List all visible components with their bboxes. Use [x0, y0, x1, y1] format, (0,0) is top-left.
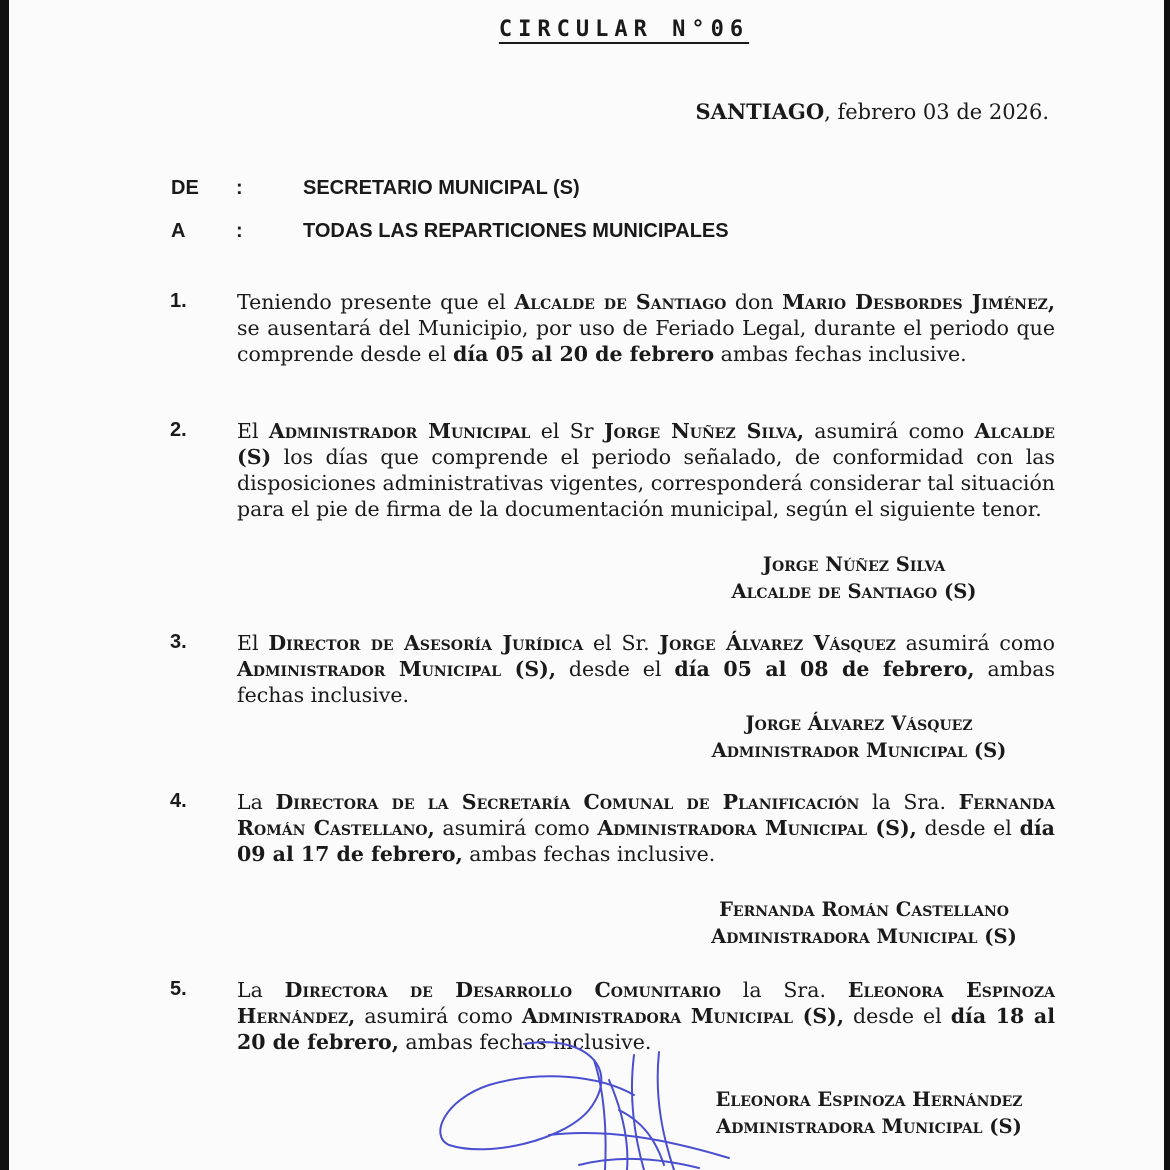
item-5-signature-title: Administradora Municipal (S)	[716, 1115, 1022, 1138]
item-3-signature-title: Administrador Municipal (S)	[711, 739, 1007, 762]
item-4-signature-title: Administradora Municipal (S)	[711, 925, 1017, 948]
item-4-paragraph: La Directora de la Secretaría Comunal de Planificación la Sra. Fernanda Román Castellano, asumirá como Administradora Municipal (S), desde el día 09 al 17 de febrero, ambas fechas inclusive.	[237, 790, 1055, 866]
from-value: SECRETARIO MUNICIPAL (S)	[303, 177, 580, 199]
item-1-paragraph: Teniendo presente que el Alcalde de Santiago don Mario Desbordes Jiménez, se ausentará del Municipio, por uso de Feriado Legal, durante el periodo que comprende desde el día 05 al 20 de febrero ambas fechas inclusive.	[237, 290, 1055, 366]
item-2-signature-block	[659, 551, 1049, 605]
document-date	[695, 99, 1049, 124]
date-city: SANTIAGO	[695, 99, 825, 124]
item-5-paragraph: La Directora de Desarrollo Comunitario la Sra. Eleonora Espinoza Hernández, asumirá como Administradora Municipal (S), desde el día 18 al 20 de febrero, ambas fechas inclusive.	[237, 978, 1055, 1054]
item-2-number: 2.	[170, 419, 187, 441]
item-2-signature-name: Jorge Núñez Silva	[762, 553, 946, 576]
item-3-signature-block	[664, 710, 1054, 764]
item-3-number: 3.	[170, 631, 187, 653]
item-4-number: 4.	[170, 790, 187, 812]
item-3-signature-name: Jorge Álvarez Vásquez	[745, 712, 973, 735]
date-text: , febrero 03 de 2026.	[824, 100, 1049, 124]
to-value: TODAS LAS REPARTICIONES MUNICIPALES	[303, 220, 729, 242]
item-5-number: 5.	[170, 978, 187, 1000]
item-4-signature-block	[669, 896, 1059, 950]
scan-border-left	[0, 0, 9, 1170]
item-2-paragraph: El Administrador Municipal el Sr Jorge Nuñez Silva, asumirá como Alcalde (S) los días que comprende el periodo señalado, de conformidad con las disposiciones administrativas vigentes, corresponderá considerar tal situación para el pie de firma de la documentación municipal, según el siguiente tenor.	[237, 419, 1055, 521]
from-colon: :	[236, 177, 243, 199]
scan-border-right	[1164, 0, 1170, 1170]
item-2-signature-title: Alcalde de Santiago (S)	[731, 580, 977, 603]
document-page	[9, 0, 1164, 1170]
document-title: CIRCULAR N°06	[498, 17, 750, 42]
item-3-paragraph: El Director de Asesoría Jurídica el Sr. Jorge Álvarez Vásquez asumirá como Administrador Municipal (S), desde el día 05 al 08 de febrero, ambas fechas inclusive.	[237, 631, 1055, 707]
item-5-signature-name: Eleonora Espinoza Hernández	[715, 1088, 1023, 1111]
item-4-signature-name: Fernanda Román Castellano	[719, 898, 1009, 921]
handwritten-signature-icon	[429, 1040, 759, 1170]
to-colon: :	[236, 220, 243, 242]
from-label: DE	[171, 177, 199, 199]
to-label: A	[171, 220, 186, 242]
item-1-number: 1.	[170, 290, 187, 312]
